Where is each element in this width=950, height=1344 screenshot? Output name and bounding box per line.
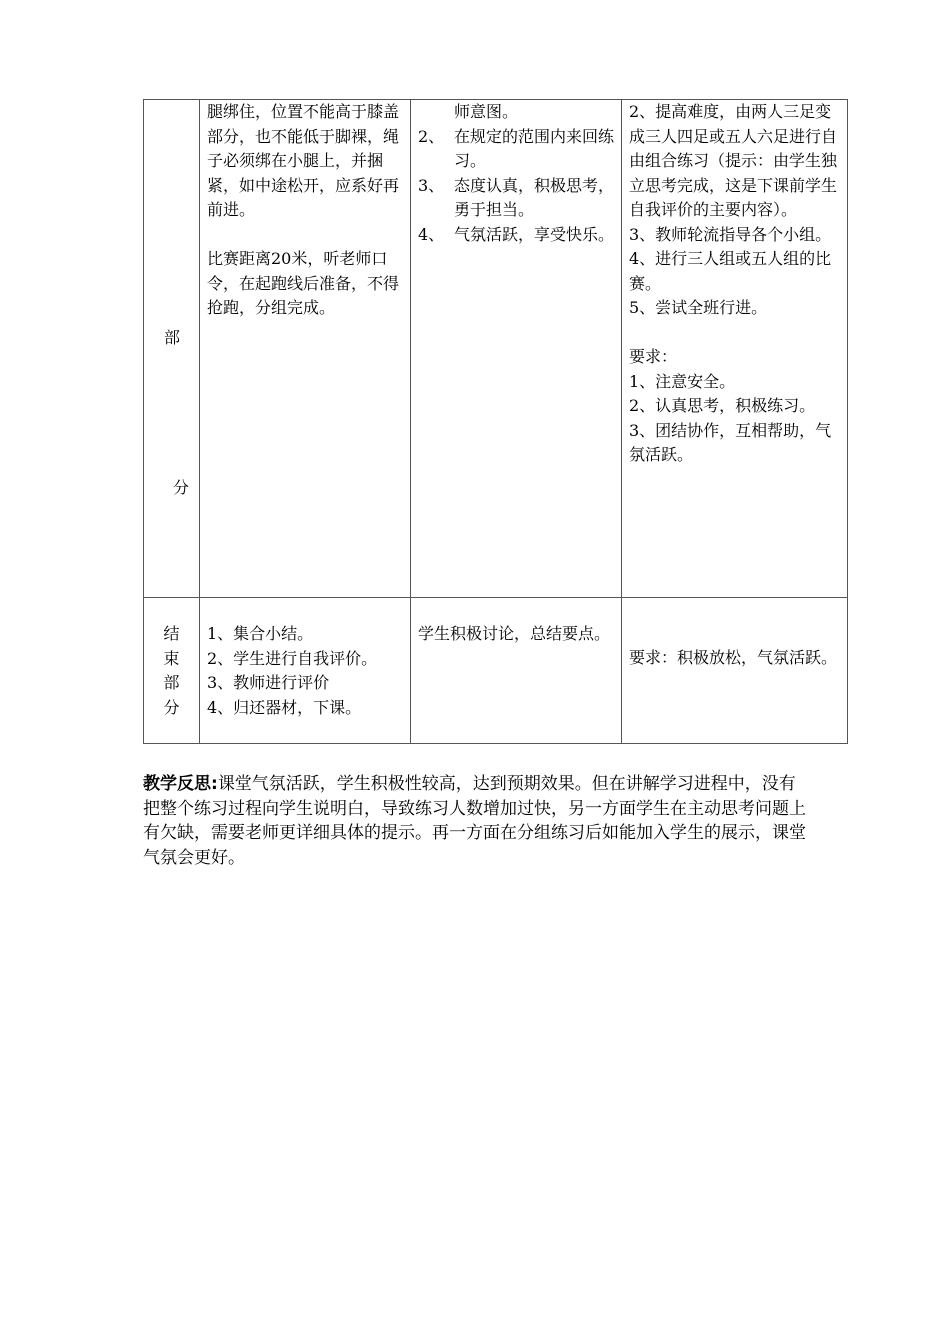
requirement-item: 2、认真思考，积极练习。 [629, 396, 816, 415]
end-item: 3、教师进行评价 [207, 673, 330, 692]
step-item: 3、教师轮流指导各个小组。 [629, 224, 832, 244]
lesson-plan-table [143, 99, 848, 744]
section-label-top: 部 [164, 328, 181, 347]
end-item: 4、归还器材，下课。 [207, 697, 362, 717]
end-content-cell [200, 598, 411, 744]
section-label-cell [144, 100, 200, 598]
goals-cell [411, 100, 622, 598]
end-goals-text: 学生积极讨论，总结要点。 [418, 624, 611, 643]
reflection-text: 课堂气氛活跃，学生积极性较高，达到预期效果。但在讲解学习进程中，没有把整个练习过程向学生说明白，导致练习人数增加过快，另一方面学生在主动思考问题上有欠缺，需要老师更详细具体的提示。再一方面在分组练习后如能加入学生的展示，课堂气氛会更好。 [143, 774, 806, 868]
end-section-label: 结 束 部 分 [163, 624, 180, 717]
reflection-colon: : [211, 774, 218, 794]
end-goals-cell [411, 598, 622, 744]
section-label-bottom: 分 [173, 478, 190, 497]
end-section-row [144, 598, 848, 744]
goal-item: 2、 在规定的范围内来回练习。 [418, 126, 615, 170]
requirement-item: 3、团结协作，互相帮助，气氛活跃。 [629, 420, 832, 464]
end-item: 2、学生进行自我评价。 [207, 648, 378, 668]
goal-item: 3、 态度认真，积极思考，勇于担当。 [418, 175, 615, 219]
main-section-row [144, 100, 848, 598]
end-section-label-cell [144, 598, 200, 744]
goal-item: 4、 气氛活跃，享受快乐。 [418, 224, 615, 244]
end-organization-cell [622, 598, 848, 744]
content-cell [200, 100, 411, 598]
content-paragraph: 腿绑住，位置不能高于膝盖部分，也不能低于脚裸，绳子必须绑在小腿上，并捆紧，如中途松开，应系好再前进。 [207, 102, 400, 219]
goals-lead: 师意图。 [454, 102, 519, 121]
step-item: 4、进行三人组或五人组的比赛。 [629, 249, 832, 293]
requirements-title: 要求： [629, 347, 678, 366]
step-item: 5、尝试全班行进。 [629, 298, 768, 317]
end-item: 1、集合小结。 [207, 624, 314, 643]
requirement-item: 1、注意安全。 [629, 371, 736, 391]
end-requirement-text: 要求：积极放松，气氛活跃。 [629, 648, 838, 667]
step-item: 2、提高难度，由两人三足变成三人四足或五人六足进行自由组合练习（提示：由学生独立思考完成，这是下课前学生自我评价的主要内容）。 [629, 102, 838, 219]
teaching-reflection [143, 772, 807, 870]
organization-cell [622, 100, 848, 598]
reflection-label: 教学反思 [143, 774, 211, 794]
content-paragraph: 比赛距离20米，听老师口令，在起跑线后准备，不得抢跑，分组完成。 [207, 249, 400, 317]
